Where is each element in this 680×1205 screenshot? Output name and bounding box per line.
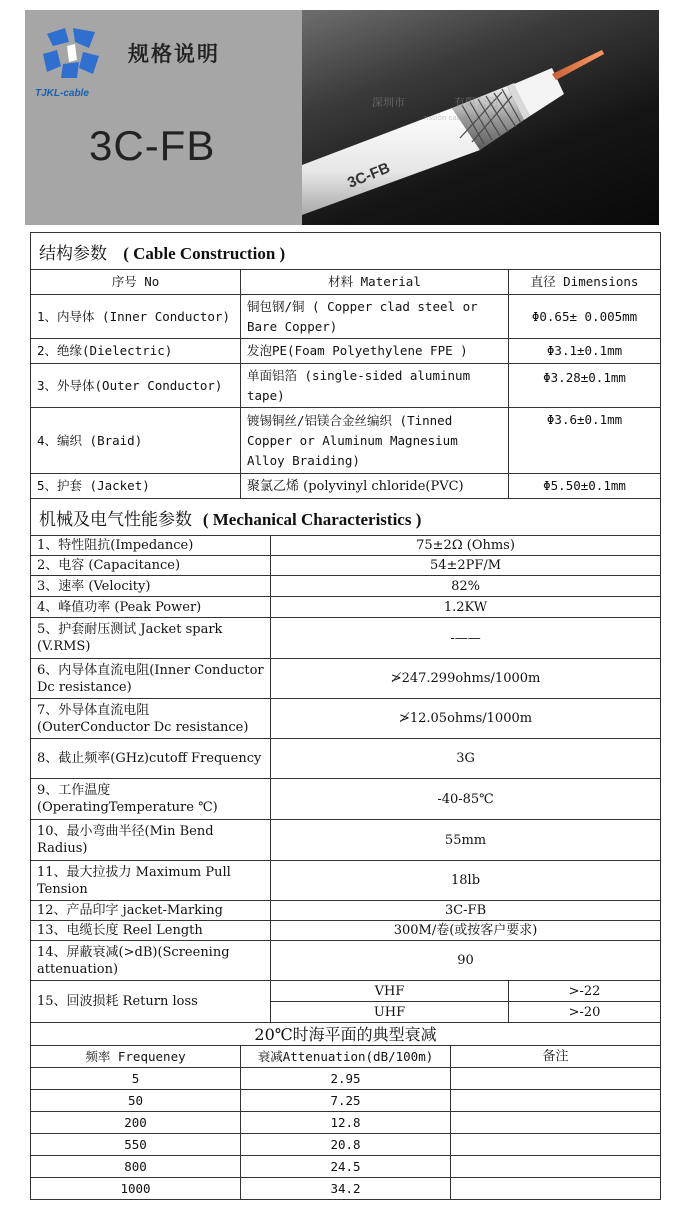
spec-row [31, 820, 661, 861]
attenuation-note [451, 1178, 661, 1200]
construction-row [31, 295, 661, 339]
attenuation-title: 20℃时海平面的典型衰减 [31, 1023, 661, 1046]
attenuation-row [31, 1134, 661, 1156]
construction-item: 4、编织 (Braid) [31, 408, 241, 474]
spec-label: 7、外导体直流电阻 (OuterConductor Dc resistance) [31, 699, 271, 739]
mechanical-title-cn: 机械及电气性能参数 [39, 510, 192, 530]
spec-label: 14、屏蔽衰减(>dB)(Screening attenuation) [31, 941, 271, 981]
attenuation-note [451, 1156, 661, 1178]
col-header-frequency: 频率 Frequeney [31, 1046, 241, 1068]
spec-label: 1、特性阻抗(Impedance) [31, 536, 271, 556]
spec-row [31, 659, 661, 699]
spec-value: -40-85℃ [271, 779, 661, 820]
spec-value: 55mm [271, 820, 661, 861]
attenuation-row [31, 1068, 661, 1090]
watermark-cn: 深圳市 有限公司 [372, 96, 498, 109]
construction-material: 铜包钢/铜 ( Copper clad steel or Bare Copper) [241, 295, 509, 339]
mechanical-section-header [31, 499, 661, 536]
spec-label: 2、电容 (Capacitance) [31, 556, 271, 576]
spec-label: 11、最大拉拔力 Maximum Pull Tension [31, 861, 271, 901]
attenuation-note [451, 1112, 661, 1134]
spec-value: 18lb [271, 861, 661, 901]
spec-value: 75±2Ω (Ohms) [271, 536, 661, 556]
banner-left-panel [25, 10, 302, 225]
spec-label: 9、工作温度 (OperatingTemperature ℃) [31, 779, 271, 820]
construction-material: 聚氯乙烯 (polyvinyl chloride(PVC) [241, 474, 509, 499]
spec-row [31, 901, 661, 921]
attenuation-value: 12.8 [241, 1112, 451, 1134]
construction-dim: Φ5.50±0.1mm [509, 474, 661, 499]
spec-label: 8、截止频率(GHz)cutoff Frequency [31, 739, 271, 779]
col-header-material: 材料 Material [241, 270, 509, 295]
spec-label: 3、速率 (Velocity) [31, 576, 271, 597]
attenuation-row [31, 1156, 661, 1178]
spec-row [31, 779, 661, 820]
construction-material: 镀锡铜丝/铝镁合金丝编织 (Tinned Copper or Aluminum Magnesium Alloy Braiding) [241, 408, 509, 474]
attenuation-frequency: 200 [31, 1112, 241, 1134]
construction-row [31, 474, 661, 499]
spec-row [31, 556, 661, 576]
return-loss-value: >-22 [509, 981, 661, 1002]
spec-table [30, 232, 661, 1200]
attenuation-note [451, 1090, 661, 1112]
attenuation-row [31, 1112, 661, 1134]
spec-label: 13、电缆长度 Reel Length [31, 921, 271, 941]
construction-row [31, 408, 661, 474]
spec-label: 12、产品印字 jacket-Marking [31, 901, 271, 921]
return-loss-row [31, 981, 661, 1002]
spec-value: ≯12.05ohms/1000m [271, 699, 661, 739]
construction-material: 单面铝箔 (single-sided aluminum tape) [241, 364, 509, 408]
tjkl-logo-icon [39, 24, 103, 82]
attenuation-note [451, 1134, 661, 1156]
construction-title-cn: 结构参数 [39, 244, 107, 264]
attenuation-frequency: 550 [31, 1134, 241, 1156]
spec-value: ≯247.299ohms/1000m [271, 659, 661, 699]
spec-row [31, 739, 661, 779]
spec-row [31, 576, 661, 597]
spec-value: 3C-FB [271, 901, 661, 921]
spec-row [31, 861, 661, 901]
attenuation-frequency: 800 [31, 1156, 241, 1178]
spec-label: 4、峰值功率 (Peak Power) [31, 597, 271, 618]
attenuation-value: 20.8 [241, 1134, 451, 1156]
header-banner [25, 10, 659, 225]
watermark-en: nssion cable co., LTD [424, 114, 497, 122]
mechanical-title-en: ( Mechanical Characteristics ) [202, 510, 422, 529]
spec-row [31, 536, 661, 556]
attenuation-frequency: 1000 [31, 1178, 241, 1200]
construction-item: 1、内导体 (Inner Conductor) [31, 295, 241, 339]
return-loss-band: UHF [271, 1002, 509, 1023]
attenuation-title-row [31, 1023, 661, 1046]
construction-item: 3、外导体(Outer Conductor) [31, 364, 241, 408]
attenuation-value: 7.25 [241, 1090, 451, 1112]
spec-value: 82% [271, 576, 661, 597]
spec-value: -—— [271, 618, 661, 659]
cable-photo [302, 10, 659, 225]
spec-heading: 规格说明 [128, 42, 220, 66]
construction-section-header [31, 233, 661, 270]
construction-material: 发泡PE(Foam Polyethylene FPE ) [241, 339, 509, 364]
cable-print-label: 3C-FB [345, 159, 393, 192]
col-header-no: 序号 No [31, 270, 241, 295]
attenuation-value: 2.95 [241, 1068, 451, 1090]
construction-row [31, 364, 661, 408]
return-loss-value: >-20 [509, 1002, 661, 1023]
spec-row [31, 618, 661, 659]
spec-value: 90 [271, 941, 661, 981]
spec-label: 6、内导体直流电阻(Inner Conductor Dc resistance) [31, 659, 271, 699]
spec-value: 54±2PF/M [271, 556, 661, 576]
spec-label: 5、护套耐压测试 Jacket spark (V.RMS) [31, 618, 271, 659]
attenuation-value: 34.2 [241, 1178, 451, 1200]
construction-row [31, 339, 661, 364]
attenuation-frequency: 50 [31, 1090, 241, 1112]
col-header-attenuation: 衰减Attenuation(dB/100m) [241, 1046, 451, 1068]
model-title: 3C-FB [89, 122, 216, 169]
construction-header-row [31, 270, 661, 295]
construction-dim: Φ3.28±0.1mm [509, 364, 661, 408]
attenuation-frequency: 5 [31, 1068, 241, 1090]
construction-item: 5、护套 (Jacket) [31, 474, 241, 499]
brand-name: TJKL-cable [35, 88, 89, 99]
construction-title-en: ( Cable Construction ) [123, 244, 286, 263]
col-header-remarks: 备注 [451, 1046, 661, 1068]
spec-value: 3G [271, 739, 661, 779]
construction-dim: Φ3.6±0.1mm [509, 408, 661, 474]
attenuation-row [31, 1178, 661, 1200]
spec-value: 300M/卷(或按客户要求) [271, 921, 661, 941]
attenuation-note [451, 1068, 661, 1090]
spec-label: 10、最小弯曲半径(Min Bend Radius) [31, 820, 271, 861]
construction-dim: Φ0.65± 0.005mm [509, 295, 661, 339]
construction-dim: Φ3.1±0.1mm [509, 339, 661, 364]
spec-row [31, 921, 661, 941]
spec-row [31, 941, 661, 981]
col-header-dimensions: 直径 Dimensions [509, 270, 661, 295]
attenuation-header-row [31, 1046, 661, 1068]
spec-row [31, 597, 661, 618]
spec-value: 1.2KW [271, 597, 661, 618]
construction-item: 2、绝缘(Dielectric) [31, 339, 241, 364]
attenuation-value: 24.5 [241, 1156, 451, 1178]
spec-row [31, 699, 661, 739]
return-loss-label: 15、回波损耗 Return loss [31, 981, 271, 1023]
return-loss-band: VHF [271, 981, 509, 1002]
attenuation-row [31, 1090, 661, 1112]
